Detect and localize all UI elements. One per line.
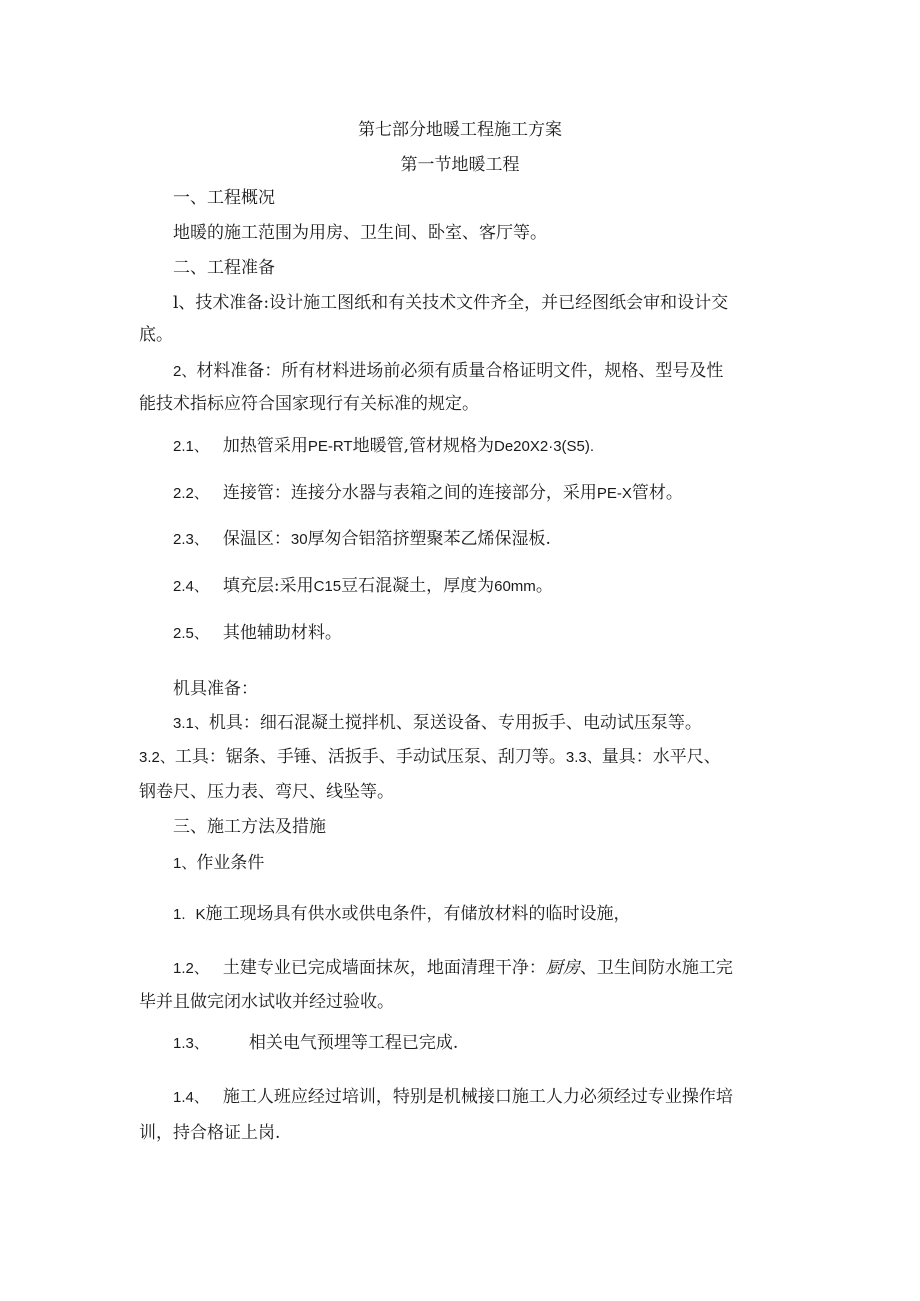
item-1-3: 1.3、 相关电气预埋等工程已完成. <box>173 1033 459 1053</box>
item-1-4-line1: 1.4、 施工人班应经过培训，特别是机械接口施工人力必须经过专业操作培 <box>173 1087 733 1107</box>
item-number: 2.3、 <box>173 531 209 548</box>
item-number: 1. <box>173 906 186 923</box>
section-subtitle: 第一节地暖工程 <box>400 155 520 175</box>
item-number: 2.2、 <box>173 485 209 502</box>
overview-text: 地暖的施工范围为用房、卫生间、卧室、客厅等。 <box>173 223 547 243</box>
item-number: 2.1、 <box>173 438 209 455</box>
tech-prep-line2: 底。 <box>139 325 173 345</box>
item-2-3: 2.3、 保温区：30厚匆合铝箔挤塑聚苯乙烯保湿板. <box>173 529 551 549</box>
item-3-1: 3.1、机具：细石混凝土搅拌机、泵送设备、专用扳手、电动试压泵等。 <box>173 713 702 733</box>
heading-tools: 机具准备： <box>173 679 258 699</box>
sub-heading-conditions: 1、作业条件 <box>173 853 265 873</box>
item-1-2-line2: 毕并且做完闭水试收并经过验收。 <box>139 992 394 1012</box>
item-number: 2.5、 <box>173 625 209 642</box>
item-number: 3.1、 <box>173 715 209 732</box>
item-number: 1.4、 <box>173 1089 209 1106</box>
tech-prep-line1: l、技术准备:设计施工图纸和有关技术文件齐全，并已经图纸会审和设计交 <box>173 293 729 313</box>
heading-methods: 三、施工方法及措施 <box>173 817 326 837</box>
item-2-4: 2.4、 填充层:采用C15豆石混凝土，厚度为60mm。 <box>173 576 553 596</box>
material-prep-line1 <box>173 359 723 384</box>
item-number: 1.2、 <box>173 960 209 977</box>
material-prep-number: 2、 <box>173 363 197 380</box>
item-1-1: 1. K施工现场具有供水或供电条件，有储放材料的临时设施， <box>173 904 631 924</box>
heading-overview: 一、工程概况 <box>173 188 275 208</box>
item-number: 1.3、 <box>173 1035 209 1052</box>
document-title: 第七部分地暖工程施工方案 <box>358 120 562 140</box>
item-3-3-line2: 钢卷尺、压力表、弯尺、线坠等。 <box>139 782 394 802</box>
item-1-4-line2: 训，持合格证上岗. <box>139 1123 281 1143</box>
item-number: 3.3、 <box>565 749 602 766</box>
item-2-5: 2.5、 其他辅助材料。 <box>173 623 342 643</box>
item-2-1: 2.1、 加热管采用PE-RT地暖管,管材规格为De20X2·3(S5). <box>173 436 595 456</box>
heading-preparation: 二、工程准备 <box>173 258 275 278</box>
item-3-2-3-3: 3.2、工具：锯条、手锤、活扳手、手动试压泵、刮刀等。3.3、量具：水平尺、 <box>139 747 721 767</box>
item-number: 2.4、 <box>173 578 209 595</box>
material-prep-line2: 能技术指标应符合国家现行有关标准的规定。 <box>139 394 479 414</box>
material-prep-text: 材料准备：所有材料进场前必须有质量合格证明文件，规格、型号及性 <box>196 361 724 381</box>
item-1-2-line1: 1.2、 土建专业已完成墙面抹灰，地面清理干净：厨房、卫生间防水施工完 <box>173 958 733 978</box>
item-2-2: 2.2、 连接管：连接分水器与表箱之间的连接部分，采用PE-X管材。 <box>173 483 683 503</box>
item-number: 3.2、 <box>139 749 175 766</box>
